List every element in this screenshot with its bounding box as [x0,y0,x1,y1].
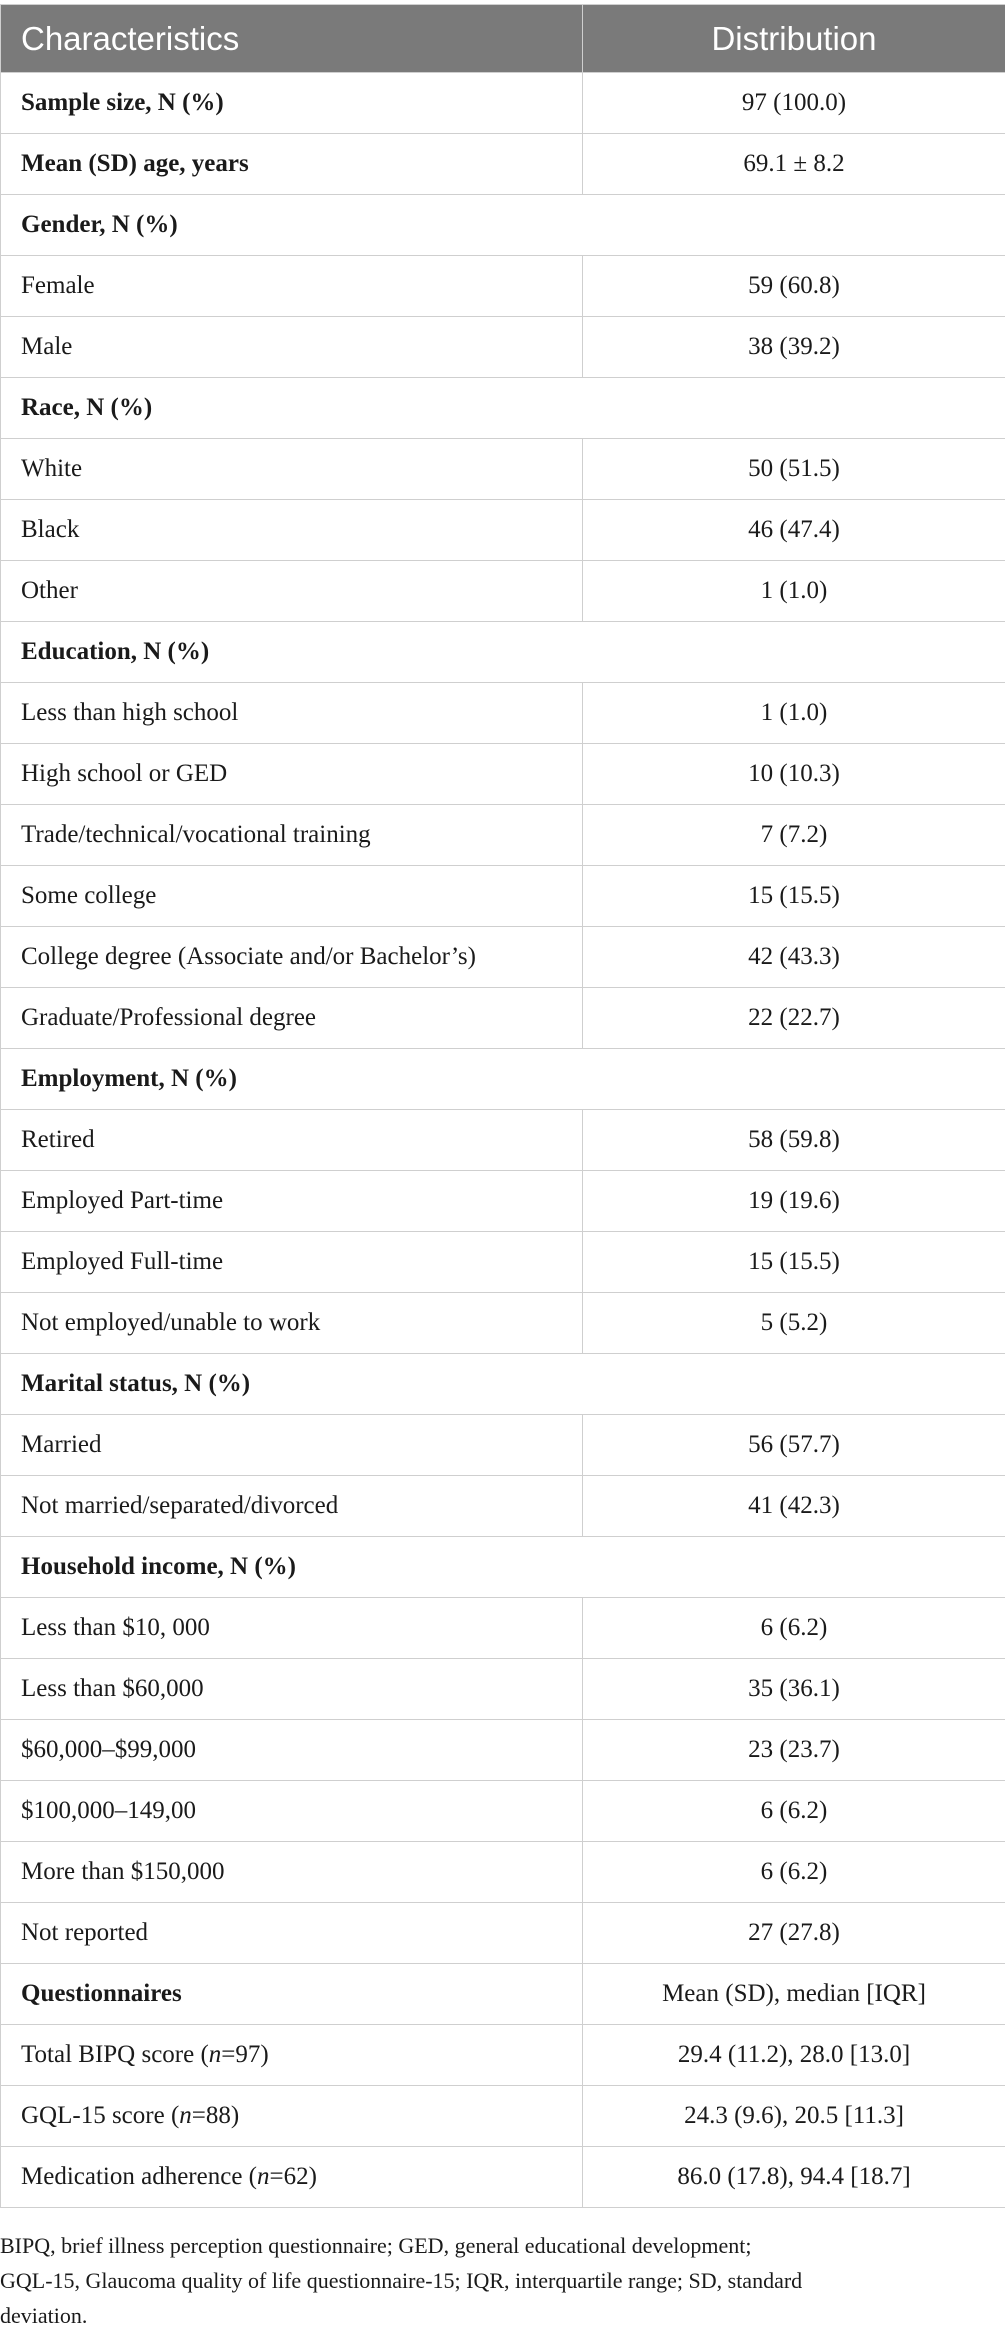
n-value: =97) [221,2041,269,2068]
table-row [1,1964,1005,2025]
row-label: Retired [1,1110,583,1171]
row-label [1,2147,583,2208]
table-row [1,500,1005,561]
footnote-line: deviation. [0,2303,88,2328]
row-value: 1 (1.0) [583,561,1005,622]
demographics-table [0,4,1005,2208]
n-symbol: n [179,2102,192,2129]
section-header-row [1,1537,1005,1598]
table-row [1,1293,1005,1354]
table-row [1,744,1005,805]
row-label-text: Total BIPQ score ( [21,2041,209,2068]
row-value: 38 (39.2) [583,317,1005,378]
row-value: Mean (SD), median [IQR] [583,1964,1005,2025]
table-row [1,1415,1005,1476]
row-label: White [1,439,583,500]
row-value: 15 (15.5) [583,1232,1005,1293]
row-label: Less than high school [1,683,583,744]
table-row [1,317,1005,378]
row-label-text: Medication adherence ( [21,2163,257,2190]
row-label: Graduate/Professional degree [1,988,583,1049]
header-row [1,5,1005,73]
row-label: Some college [1,866,583,927]
section-header-row [1,622,1005,683]
table-row [1,805,1005,866]
row-label: Questionnaires [1,1964,583,2025]
table-row [1,2086,1005,2147]
row-label: Male [1,317,583,378]
table-row [1,1720,1005,1781]
section-label: Employment, N (%) [1,1049,1005,1110]
row-label: Black [1,500,583,561]
row-value: 29.4 (11.2), 28.0 [13.0] [583,2025,1005,2086]
row-label-text: GQL-15 score ( [21,2102,180,2129]
table-row [1,1110,1005,1171]
row-label: Married [1,1415,583,1476]
row-label: Not employed/unable to work [1,1293,583,1354]
footnote-line: GQL-15, Glaucoma quality of life questionnaire-15; IQR, interquartile range; SD, standard [0,2268,803,2293]
row-label: Sample size, N (%) [1,73,583,134]
table-body [1,73,1005,2208]
row-value: 35 (36.1) [583,1659,1005,1720]
table-row [1,1842,1005,1903]
table-row [1,1903,1005,1964]
row-value: 46 (47.4) [583,500,1005,561]
section-header-row [1,195,1005,256]
table-row [1,1476,1005,1537]
row-value: 10 (10.3) [583,744,1005,805]
row-label: Female [1,256,583,317]
row-value: 86.0 (17.8), 94.4 [18.7] [583,2147,1005,2208]
row-label [1,2086,583,2147]
footnote-line: BIPQ, brief illness perception questionnaire; GED, general educational development; [0,2233,752,2258]
row-value: 97 (100.0) [583,73,1005,134]
row-label: More than $150,000 [1,1842,583,1903]
table-row [1,866,1005,927]
section-label: Race, N (%) [1,378,1005,439]
n-symbol: n [257,2163,270,2190]
row-value: 23 (23.7) [583,1720,1005,1781]
section-header-row [1,1049,1005,1110]
row-label: Not reported [1,1903,583,1964]
row-label: Employed Part-time [1,1171,583,1232]
section-label: Education, N (%) [1,622,1005,683]
row-value: 50 (51.5) [583,439,1005,500]
row-value: 22 (22.7) [583,988,1005,1049]
section-label: Household income, N (%) [1,1537,1005,1598]
table-row [1,927,1005,988]
row-value: 27 (27.8) [583,1903,1005,1964]
row-value: 1 (1.0) [583,683,1005,744]
table-row [1,2147,1005,2208]
section-label: Marital status, N (%) [1,1354,1005,1415]
row-value: 69.1 ± 8.2 [583,134,1005,195]
row-label: Employed Full-time [1,1232,583,1293]
table-row [1,1232,1005,1293]
row-value: 5 (5.2) [583,1293,1005,1354]
row-label: Less than $10, 000 [1,1598,583,1659]
header-characteristics: Characteristics [1,5,583,73]
section-header-row [1,1354,1005,1415]
row-value: 7 (7.2) [583,805,1005,866]
n-value: =62) [269,2163,317,2190]
row-value: 19 (19.6) [583,1171,1005,1232]
row-value: 6 (6.2) [583,1842,1005,1903]
table-row [1,1171,1005,1232]
row-value: 42 (43.3) [583,927,1005,988]
n-symbol: n [208,2041,222,2068]
row-label: $60,000–$99,000 [1,1720,583,1781]
table-footnote [0,2228,1000,2333]
table-row [1,1598,1005,1659]
row-value: 6 (6.2) [583,1781,1005,1842]
table-row [1,1659,1005,1720]
row-label [1,2025,583,2086]
demographics-table-container [0,4,1005,2208]
row-value: 24.3 (9.6), 20.5 [11.3] [583,2086,1005,2147]
table-row [1,73,1005,134]
row-value: 59 (60.8) [583,256,1005,317]
row-label: High school or GED [1,744,583,805]
section-header-row [1,378,1005,439]
table-row [1,2025,1005,2086]
table-row [1,988,1005,1049]
row-value: 41 (42.3) [583,1476,1005,1537]
row-label: Mean (SD) age, years [1,134,583,195]
row-label: Less than $60,000 [1,1659,583,1720]
table-row [1,256,1005,317]
section-label: Gender, N (%) [1,195,1005,256]
n-value: =88) [191,2102,240,2129]
row-value: 15 (15.5) [583,866,1005,927]
table-row [1,561,1005,622]
row-label: Not married/separated/divorced [1,1476,583,1537]
row-label: College degree (Associate and/or Bachelor’s) [1,927,583,988]
row-label: Other [1,561,583,622]
table-row [1,134,1005,195]
table-row [1,1781,1005,1842]
table-row [1,439,1005,500]
row-value: 58 (59.8) [583,1110,1005,1171]
row-label: Trade/technical/vocational training [1,805,583,866]
row-value: 56 (57.7) [583,1415,1005,1476]
row-value: 6 (6.2) [583,1598,1005,1659]
row-label: $100,000–149,00 [1,1781,583,1842]
header-distribution: Distribution [583,5,1005,73]
table-row [1,683,1005,744]
